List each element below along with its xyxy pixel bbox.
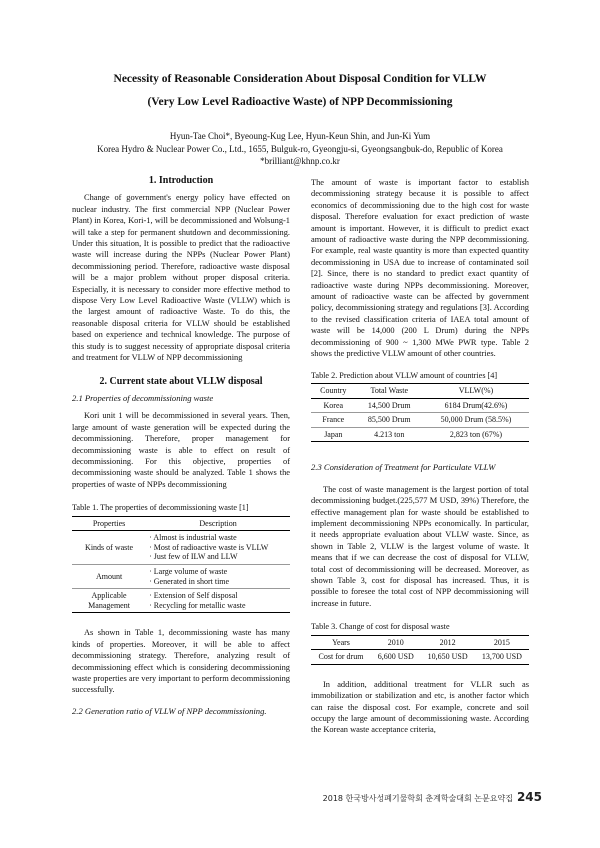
table-cell: 85,500 Drum xyxy=(356,413,423,428)
list-item: · Extension of Self disposal xyxy=(149,591,238,601)
table-cell: 10,650 USD xyxy=(421,650,475,665)
table-row xyxy=(311,398,529,413)
table-cell: 13,700 USD xyxy=(475,650,529,665)
table-cell: Japan xyxy=(311,427,356,442)
table-1-header: Description xyxy=(146,516,290,531)
list-item: · Generated in short time xyxy=(149,576,230,586)
table-3-header: Years xyxy=(311,635,371,650)
footer-text: 2018 한국방사성폐기물학회 춘계학술대회 논문요약집 xyxy=(322,794,513,803)
table-3-caption: Table 3. Change of cost for disposal waste xyxy=(311,622,450,632)
table-cell xyxy=(146,531,290,565)
section-2-3-paragraph-2: In addition, additional treatment for VLLR such as immobilization or stabilization and etc, is another factor which can raise the disposal cost. For example, concrete and soil occupy the large amount of decommissioning waste. According the Korean waste acceptance criteria, xyxy=(311,679,529,735)
table-3-header: 2010 xyxy=(371,635,421,650)
table-cell: 6184 Drum(42.6%) xyxy=(423,398,529,413)
table-2-header: VLLW(%) xyxy=(423,383,529,398)
table-2-header: Total Waste xyxy=(356,383,423,398)
table-row xyxy=(311,427,529,442)
left-column xyxy=(72,175,290,723)
page-footer xyxy=(323,790,542,804)
table-cell: 50,000 Drum (58.5%) xyxy=(423,413,529,428)
table-cell: 2,823 ton (67%) xyxy=(423,427,529,442)
table-cell: Kinds of waste xyxy=(72,531,146,565)
table-row xyxy=(72,531,290,565)
list-item: · Just few of ILW and LLW xyxy=(149,552,238,562)
author-block xyxy=(40,130,560,168)
table-1-header: Properties xyxy=(72,516,146,531)
table-row xyxy=(72,564,290,588)
section-1-heading: 1. Introduction xyxy=(148,175,214,186)
table-row xyxy=(311,413,529,428)
table-2 xyxy=(311,370,529,443)
table-3 xyxy=(311,621,529,665)
paper-title-line2: (Very Low Level Radioactive Waste) of NPP Decommissioning xyxy=(147,96,453,108)
affiliation: Korea Hydro & Nuclear Power Co., Ltd., 1655, Bulguk-ro, Gyeongju-si, Gyeongsangbuk-do, Republic of Korea xyxy=(97,143,503,154)
table-3-header: 2015 xyxy=(475,635,529,650)
table-cell: France xyxy=(311,413,356,428)
list-item: · Large volume of waste xyxy=(149,566,228,576)
list-item: · Almost is industrial waste xyxy=(149,533,237,543)
section-2-1-paragraph-2: As shown in Table 1, decommissioning waste has many kinds of properties. Moreover, it will be able to affect decommissioning strategy. Therefore, analyzing result of decommissioning effect which is considering decommissioning waste properties are very important to perform decommissioning successfully. xyxy=(72,628,290,695)
table-2-caption: Table 2. Prediction about VLLW amount of countries [4] xyxy=(311,370,498,380)
table-row xyxy=(72,589,290,613)
section-1-paragraph: Change of government's energy policy have effected on nuclear industry. The first commercial NPP (Nuclear Power Plant) in Korea, Kori-1, will be decommissioned and Wolsung-1 will take a step for permanent shutdown and decommissioning. Under this situation, It is possible to predict that the radioactive waste will increase during the NPPs (Nuclear Power Plant) decommissioning period. Therefore, radioactive waste disposal will be a major problem without proper disposal criteria. Especially, it is necessary to consider more effective method to dispose Very Low Level Radioactive Waste (VLLW) which is the largest amount of radioactive Waste. To do this, the reasonable disposal criteria for VLLW should be established based on experience and technical knowledge. The purpose of this study is to suggest necessity of appropriate disposal criteria and treatment for VLLW of NPP decommissioning xyxy=(72,193,290,363)
table-3-header: 2012 xyxy=(421,635,475,650)
section-2-heading: 2. Current state about VLLW disposal xyxy=(99,375,263,387)
page-number: 245 xyxy=(516,790,542,804)
table-cell: Cost for drum xyxy=(311,650,371,665)
paper-title-line1: Necessity of Reasonable Consideration About Disposal Condition for VLLW xyxy=(113,73,487,85)
table-row xyxy=(311,650,529,665)
right-column xyxy=(311,177,529,742)
table-1 xyxy=(72,502,290,613)
table-cell: Amount xyxy=(72,564,146,588)
table-cell: Applicable Management xyxy=(72,589,146,613)
table-cell: 14,500 Drum xyxy=(356,398,423,413)
table-2-header: Country xyxy=(311,383,356,398)
table-cell xyxy=(146,564,290,588)
section-2-3-heading: 2.3 Consideration of Treatment for Particulate VLLW xyxy=(311,462,496,473)
table-cell: 4.213 ton xyxy=(356,427,423,442)
email: *brilliant@khnp.co.kr xyxy=(260,156,340,166)
list-item: · Recycling for metallic waste xyxy=(149,600,246,610)
list-item: · Most of radioactive waste is VLLW xyxy=(149,542,269,552)
table-cell: Korea xyxy=(311,398,356,413)
table-cell: 6,600 USD xyxy=(371,650,421,665)
authors: Hyun-Tae Choi*, Byeoung-Kug Lee, Hyun-Keun Shin, and Jun-Ki Yum xyxy=(169,131,431,141)
table-cell xyxy=(146,589,290,613)
section-2-1-heading: 2.1 Properties of decommissioning waste xyxy=(72,392,214,403)
table-1-caption: Table 1. The properties of decommissioning waste [1] xyxy=(72,503,249,513)
section-2-1-paragraph: Kori unit 1 will be decommissioned in several years. Then, large amount of waste generation will be expected during the decommissioning. Therefore, proper management for decommissioning waste is able to effect on result of decommissioning. For this objective, properties of decommissioning waste should be analyzed. Table 1 shows the properties of waste of NPPs decommissioning xyxy=(72,411,290,489)
section-2-3-paragraph: The cost of waste management is the largest portion of total decommissioning budget.(225,577 M USD, 39%) Therefore, the effective management plan for waste should be established to implement decommissioning NPPs economically. In particular, it needs appropriate evaluation about VLLW waste. Since, as shown in Table 2, VLLW is the largest volume of waste. It means that if we can decrease the cost of disposal for VLLW, total cost of decommissioning will be decreased. Moreover, as shown Table 3, cost for disposal has increased. Thus, it is possible to foresee the total cost of NPP decommissioning will increase in future. xyxy=(311,484,529,608)
section-2-2-paragraph: The amount of waste is important factor to establish decommissioning strategy because it is possible to affect economics of decommissioning due to the high cost for waste disposal. Therefore evaluation for exact prediction of waste amount is important. However, it is difficult to predict exact amount of radioactive waste during the NPP decommissioning. For example, real waste quantity is more than expected quantity decommissioning in USA due to increase of contaminated soil [2]. Since, there is no standard to predict exact quantity of radioactive waste during NPPs decommissioning. Moreover, amount of radioactive waste can be affected by government policy, decommissioning strategy and regulations [3]. According to the revised classification criteria of IAEA total amount of waste will be 14,000 (200 L Drum) during the NPPs decommissioning of 900 ~ 1,300 MWe PWR type. Table 2 shows the predictive VLLW amount of other countries. xyxy=(311,178,529,359)
section-2-2-heading: 2.2 Generation ratio of VLLW of NPP decommissioning. xyxy=(72,705,267,716)
